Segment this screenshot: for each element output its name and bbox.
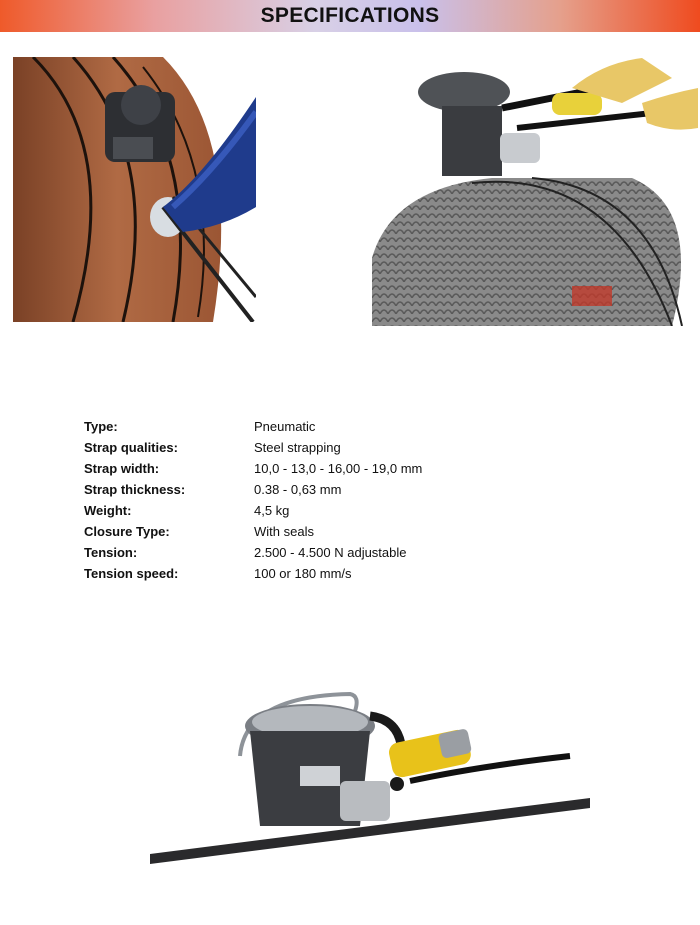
spec-row-strap-thickness (84, 479, 644, 500)
pipe-strapping-photo (13, 57, 256, 322)
spec-row-tension-speed (84, 563, 644, 584)
spec-value: 0.38 - 0,63 mm (254, 482, 342, 497)
spec-value: 10,0 - 13,0 - 16,00 - 19,0 mm (254, 461, 423, 476)
spec-label: Closure Type: (84, 524, 170, 539)
spec-value: 2.500 - 4.500 N adjustable (254, 545, 407, 560)
spec-row-strap-width (84, 458, 644, 479)
spec-row-tension (84, 542, 644, 563)
page-title: SPECIFICATIONS (260, 4, 440, 27)
spec-label: Strap thickness: (84, 482, 186, 497)
spec-row-weight (84, 500, 644, 521)
spec-value: Steel strapping (254, 440, 341, 455)
spec-value: With seals (254, 524, 314, 539)
strapping-tool-photo (150, 686, 590, 866)
spec-value: 100 or 180 mm/s (254, 566, 352, 581)
spec-row-strap-qualities (84, 437, 644, 458)
spec-value: 4,5 kg (254, 503, 290, 518)
title-bar (0, 0, 700, 32)
spec-row-closure-type (84, 521, 644, 542)
spec-label: Weight: (84, 503, 132, 518)
spec-label: Type: (84, 419, 118, 434)
spec-value: Pneumatic (254, 419, 316, 434)
spec-label: Tension: (84, 545, 138, 560)
spec-label: Strap qualities: (84, 440, 178, 455)
spec-table (84, 416, 644, 584)
spec-label: Strap width: (84, 461, 160, 476)
spec-label: Tension speed: (84, 566, 179, 581)
spec-row-type (84, 416, 644, 437)
coil-strapping-photo (372, 58, 698, 326)
